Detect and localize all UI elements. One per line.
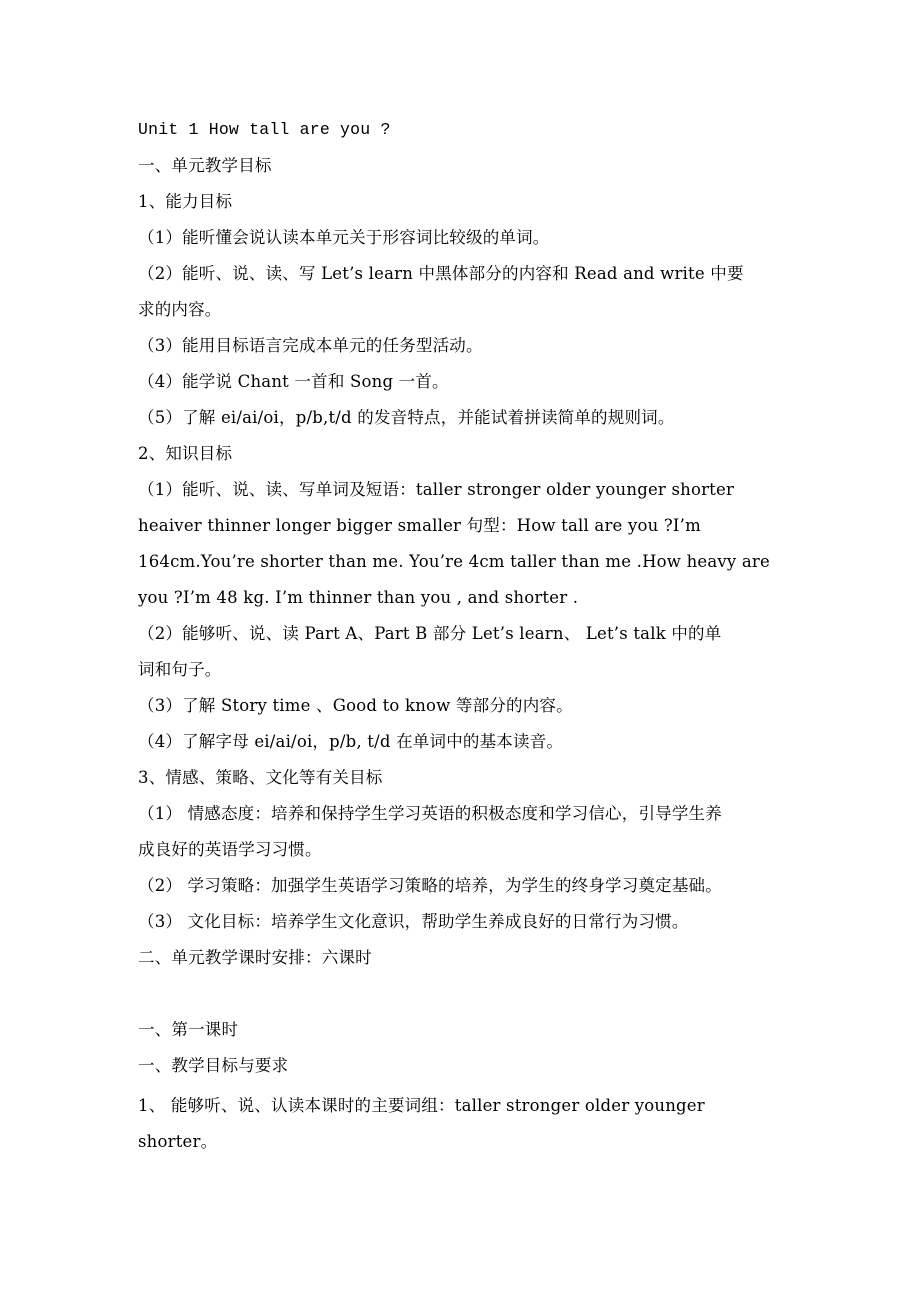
affect-line: （2） 学习策略：加强学生英语学习策略的培养，为学生的终身学习奠定基础。 bbox=[138, 876, 722, 895]
document-page bbox=[138, 115, 798, 1163]
ability-line: （5）了解 ei/ai/oi，p/b,t/d 的发音特点，并能试着拼读简单的规则词。 bbox=[138, 408, 675, 427]
subsection-heading: 2、知识目标 bbox=[138, 444, 233, 463]
knowledge-line: you ?I’m 48 kg. I’m thinner than you , and shorter . bbox=[138, 588, 579, 607]
knowledge-line: （4）了解字母 ei/ai/oi，p/b, t/d 在单词中的基本读音。 bbox=[138, 732, 564, 751]
affect-line: （3） 文化目标：培养学生文化意识，帮助学生养成良好的日常行为习惯。 bbox=[138, 912, 689, 931]
document-title: Unit 1 How tall are you ? bbox=[138, 120, 391, 139]
ability-line: （3）能用目标语言完成本单元的任务型活动。 bbox=[138, 336, 483, 355]
knowledge-line: heaiver thinner longer bigger smaller 句型：How tall are you ?I’m bbox=[138, 516, 701, 535]
lesson-line: shorter。 bbox=[138, 1132, 218, 1151]
ability-line: （2）能听、说、读、写 Let’s learn 中黑体部分的内容和 Read and write 中要 bbox=[138, 264, 744, 283]
knowledge-line: 词和句子。 bbox=[138, 660, 222, 679]
lesson-line: 1、 能够听、说、认读本课时的主要词组：taller stronger older younger bbox=[138, 1096, 705, 1115]
ability-line: （1）能听懂会说认读本单元关于形容词比较级的单词。 bbox=[138, 228, 550, 247]
ability-line: （4）能学说 Chant 一首和 Song 一首。 bbox=[138, 372, 449, 391]
affect-line: 成良好的英语学习习惯。 bbox=[138, 840, 322, 859]
knowledge-line: （3）了解 Story time 、Good to know 等部分的内容。 bbox=[138, 696, 573, 715]
blank-line bbox=[138, 979, 798, 1015]
knowledge-line: 164cm.You’re shorter than me. You’re 4cm taller than me .How heavy are bbox=[138, 552, 770, 571]
subsection-heading: 1、能力目标 bbox=[138, 192, 233, 211]
lesson-subheading: 一、教学目标与要求 bbox=[138, 1056, 289, 1075]
section-heading: 二、单元教学课时安排：六课时 bbox=[138, 948, 372, 967]
knowledge-line: （1）能听、说、读、写单词及短语：taller stronger older younger shorter bbox=[138, 480, 735, 499]
affect-line: （1） 情感态度：培养和保持学生学习英语的积极态度和学习信心，引导学生养 bbox=[138, 804, 722, 823]
subsection-heading: 3、情感、策略、文化等有关目标 bbox=[138, 768, 383, 787]
lesson-heading: 一、第一课时 bbox=[138, 1020, 239, 1039]
knowledge-line: （2）能够听、说、读 Part A、Part B 部分 Let’s learn、 Let’s talk 中的单 bbox=[138, 624, 722, 643]
section-heading: 一、单元教学目标 bbox=[138, 156, 272, 175]
ability-line: 求的内容。 bbox=[138, 300, 222, 319]
